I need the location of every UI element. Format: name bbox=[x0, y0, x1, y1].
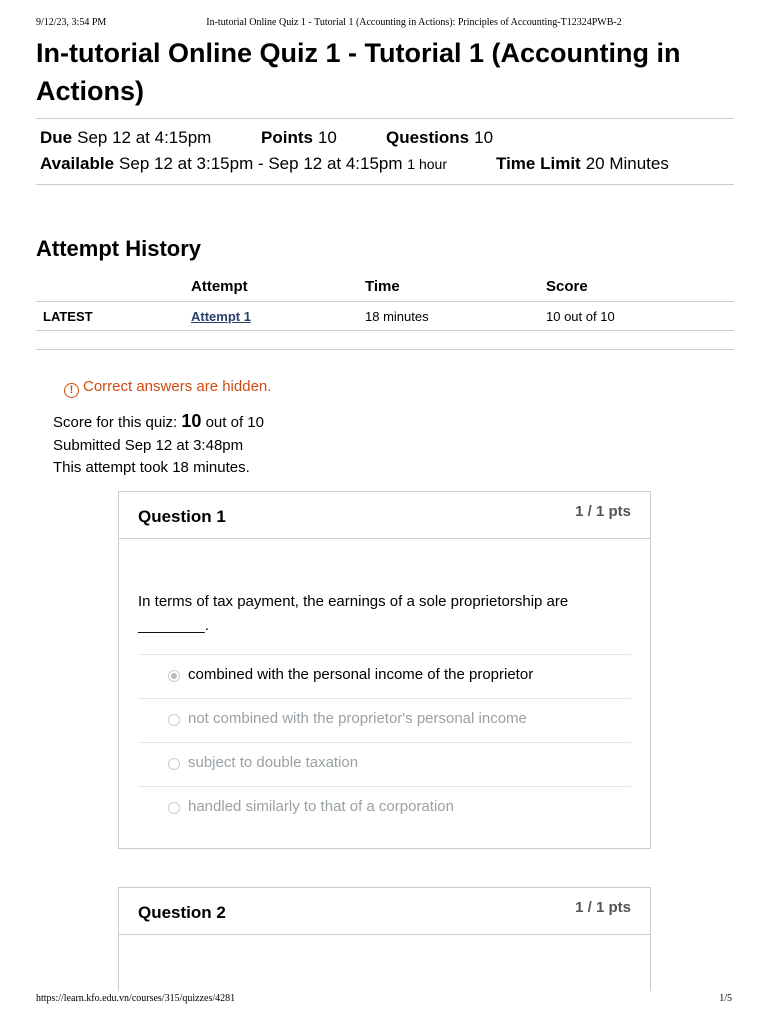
questions-label: Questions bbox=[386, 128, 470, 147]
table-row bbox=[36, 302, 734, 331]
attempt-1-link[interactable]: Attempt 1 bbox=[191, 309, 251, 324]
answer-option[interactable] bbox=[138, 742, 631, 786]
question-points: 1 / 1 pts bbox=[575, 503, 631, 520]
divider bbox=[36, 349, 734, 350]
question-1-card bbox=[118, 491, 651, 849]
answers-hidden-notice bbox=[64, 378, 271, 398]
submitted-line: Submitted Sep 12 at 3:48pm bbox=[53, 437, 244, 454]
attempt-duration-line: This attempt took 18 minutes. bbox=[53, 459, 250, 476]
answer-option[interactable] bbox=[138, 786, 631, 830]
score-value: 10 bbox=[181, 411, 202, 431]
page-title: In-tutorial Online Quiz 1 - Tutorial 1 (Accounting in Actions) bbox=[36, 38, 681, 106]
answer-option-label: handled similarly to that of a corporation bbox=[188, 798, 454, 815]
answer-option[interactable] bbox=[138, 698, 631, 742]
print-date: 9/12/23, 3:54 PM bbox=[36, 17, 107, 28]
question-text: In terms of tax payment, the earnings of a sole proprietorship are ________. bbox=[138, 593, 569, 634]
attempt-score: 10 out of 10 bbox=[546, 309, 615, 324]
question-header bbox=[119, 492, 650, 539]
score-suffix: out of 10 bbox=[205, 414, 264, 431]
radio-icon[interactable] bbox=[168, 802, 180, 814]
due-field bbox=[40, 128, 211, 148]
score-prefix: Score for this quiz: bbox=[53, 414, 178, 431]
time-limit-field bbox=[496, 154, 669, 174]
answer-option-label: subject to double taxation bbox=[188, 754, 359, 771]
table-header-row bbox=[36, 272, 734, 302]
due-value: Sep 12 at 4:15pm bbox=[77, 128, 212, 147]
attempt-history-heading: Attempt History bbox=[36, 236, 202, 261]
available-value: Sep 12 at 3:15pm - Sep 12 at 4:15pm bbox=[119, 154, 403, 173]
questions-value: 10 bbox=[474, 128, 494, 147]
points-field bbox=[261, 128, 337, 148]
column-header-time: Time bbox=[365, 278, 400, 295]
radio-selected-icon[interactable] bbox=[168, 670, 180, 682]
column-header-score: Score bbox=[546, 278, 588, 295]
question-title: Question 1 bbox=[138, 507, 226, 526]
question-title: Question 2 bbox=[138, 903, 226, 922]
answers-hidden-text: Correct answers are hidden. bbox=[83, 378, 272, 395]
radio-icon[interactable] bbox=[168, 714, 180, 726]
question-points: 1 / 1 pts bbox=[575, 899, 631, 916]
points-label: Points bbox=[261, 128, 313, 147]
divider bbox=[36, 184, 734, 185]
divider bbox=[36, 118, 734, 119]
questions-field bbox=[386, 128, 493, 148]
print-url: https://learn.kfo.edu.vn/courses/315/quizzes/4281 bbox=[36, 993, 236, 1004]
print-doc-title: In-tutorial Online Quiz 1 - Tutorial 1 (Accounting in Actions): Principles of Accounting-T12324PWB-2 bbox=[206, 17, 622, 28]
available-label: Available bbox=[40, 154, 115, 173]
available-duration: 1 hour bbox=[407, 156, 447, 172]
time-limit-value: 20 Minutes bbox=[585, 154, 669, 173]
answer-option[interactable] bbox=[138, 654, 631, 698]
attempt-time: 18 minutes bbox=[365, 309, 429, 324]
due-label: Due bbox=[40, 128, 73, 147]
quiz-score-line bbox=[53, 411, 264, 432]
points-value: 10 bbox=[317, 128, 337, 147]
answer-option-label: not combined with the proprietor's personal income bbox=[188, 710, 527, 727]
print-header bbox=[36, 17, 732, 31]
attempt-history-table bbox=[36, 272, 734, 331]
print-page-number: 1/5 bbox=[719, 993, 732, 1004]
print-footer bbox=[36, 993, 732, 1007]
time-limit-label: Time Limit bbox=[496, 154, 581, 173]
column-header-attempt: Attempt bbox=[191, 278, 248, 295]
available-field bbox=[40, 154, 447, 174]
radio-icon[interactable] bbox=[168, 758, 180, 770]
question-2-card bbox=[118, 887, 651, 991]
warning-icon: ! bbox=[64, 383, 79, 398]
question-header bbox=[119, 888, 650, 935]
answer-option-label: combined with the personal income of the proprietor bbox=[188, 666, 534, 683]
attempt-status: LATEST bbox=[43, 309, 93, 324]
